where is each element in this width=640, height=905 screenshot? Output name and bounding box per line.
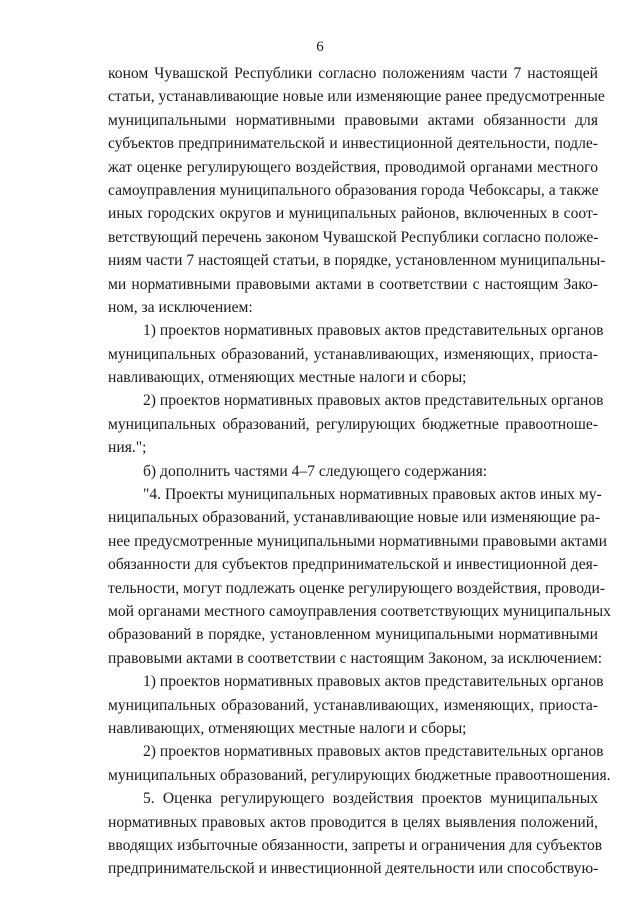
text-line: навливающих, отменяющих местные налоги и сборы; <box>108 369 467 387</box>
text-line: "4. Проекты муниципальных нормативных правовых актов иных му- <box>143 486 602 504</box>
text-line: ния."; <box>108 439 147 457</box>
text-line: 1) проектов нормативных правовых актов представительных органов <box>143 673 604 691</box>
text-line: ми нормативными правовыми актами в соответствии с настоящим Зако- <box>108 275 598 293</box>
text-line: ветствующий перечень законом Чувашской Республики согласно положе- <box>108 228 599 246</box>
text-line: иных городских округов и муниципальных районов, включенных в соот- <box>108 205 598 223</box>
text-line: ниципальных образований, устанавливающие новые или изменяющие ра- <box>108 509 601 527</box>
text-line: ном, за исключением: <box>108 298 253 316</box>
text-line: б) дополнить частями 4–7 следующего содержания: <box>143 462 488 480</box>
text-line: самоуправления муниципального образования города Чебоксары, а также <box>108 181 599 199</box>
text-line: обязанности для субъектов предпринимательской и инвестиционной дея- <box>108 556 598 574</box>
text-line: вводящих избыточные обязанности, запреты и ограничения для субъектов <box>108 836 603 854</box>
text-line: муниципальных образований, устанавливающих, изменяющих, приоста- <box>108 345 598 363</box>
text-line: субъектов предпринимательской и инвестиционной деятельности, подле- <box>108 135 598 153</box>
text-line: предпринимательской и инвестиционной деятельности или способствую- <box>108 860 599 878</box>
text-line: 5. Оценка регулирующего воздействия проектов муниципальных <box>143 790 598 808</box>
text-line: жат оценке регулирующего воздействия, проводимой органами местного <box>108 158 598 176</box>
text-line: 2) проектов нормативных правовых актов представительных органов <box>143 392 604 410</box>
text-line: нее предусмотренные муниципальными нормативными правовыми актами <box>108 532 607 550</box>
text-line: тельности, могут подлежать оценке регулирующего воздействия, проводи- <box>108 579 606 597</box>
text-line: коном Чувашской Республики согласно положениям части 7 настоящей <box>108 65 598 82</box>
document-body <box>108 62 611 881</box>
text-line: муниципальных образований, устанавливающих, изменяющих, приоста- <box>108 696 598 714</box>
text-line: 1) проектов нормативных правовых актов представительных органов <box>143 322 604 340</box>
text-line: муниципальных образований, регулирующих бюджетные правоотношения. <box>108 766 611 784</box>
text-line: муниципальными нормативными правовыми актами обязанности для <box>108 111 598 129</box>
text-line: статьи, устанавливающие новые или изменяющие ранее предусмотренные <box>108 88 605 106</box>
text-line: правовыми актами в соответствии с настоящим Законом, за исключением: <box>108 649 603 667</box>
text-line: ниям части 7 настоящей статьи, в порядке, установленном муниципальны- <box>108 252 606 270</box>
text-line: нормативных правовых актов проводится в целях выявления положений, <box>108 813 598 831</box>
text-line: мой органами местного самоуправления соответствующих муниципальных <box>108 602 611 620</box>
text-line: образований в порядке, установленном муниципальными нормативными <box>108 626 598 644</box>
text-line: муниципальных образований, регулирующих бюджетные правоотноше- <box>108 415 598 433</box>
text-line: 2) проектов нормативных правовых актов представительных органов <box>143 743 604 761</box>
page-number: 6 <box>316 39 324 55</box>
text-line: навливающих, отменяющих местные налоги и сборы; <box>108 719 467 737</box>
